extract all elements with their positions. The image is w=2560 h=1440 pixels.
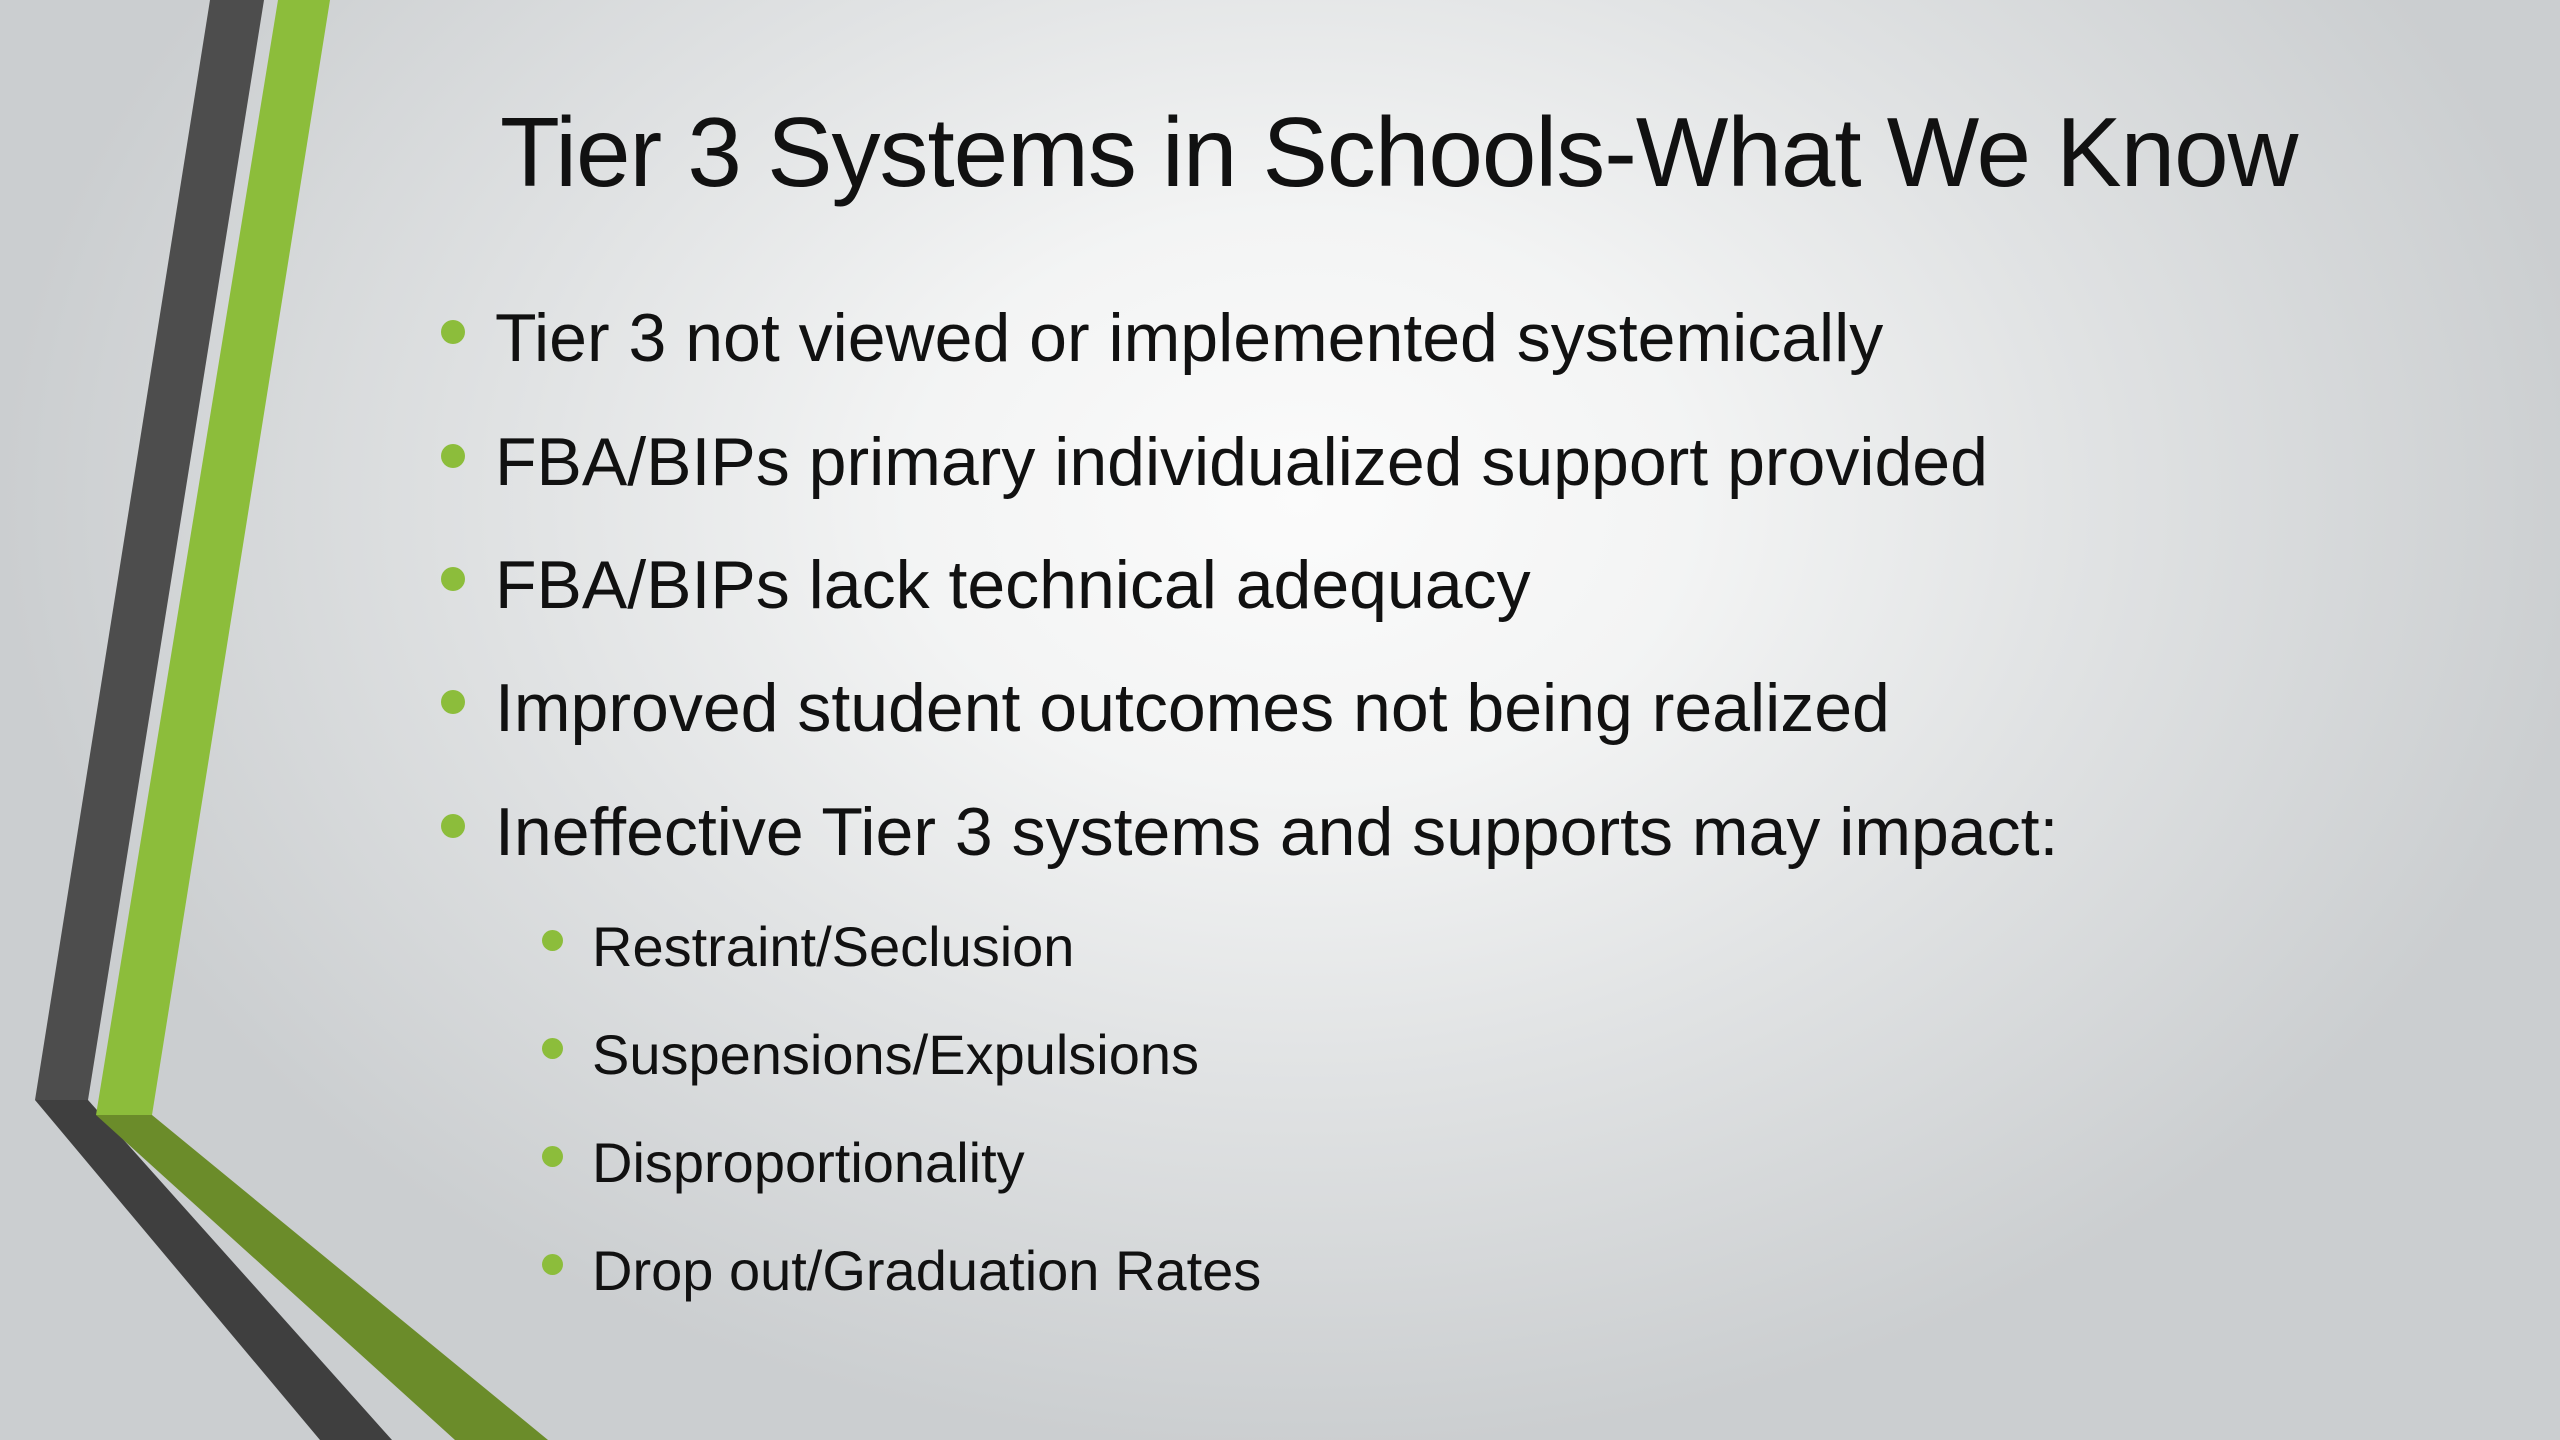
sub-bullet-item xyxy=(592,1020,1199,1090)
sub-bullet-item xyxy=(592,1236,1261,1306)
bullet-text: FBA/BIPs primary individualized support provided xyxy=(495,424,1988,500)
sub-bullet-text: Disproportionality xyxy=(592,1131,1025,1194)
bullet-dot-icon xyxy=(542,930,563,951)
bullet-item xyxy=(495,792,2058,872)
sub-bullet-text: Restraint/Seclusion xyxy=(592,915,1075,978)
sub-bullet-item xyxy=(592,912,1074,982)
bullet-item xyxy=(495,422,1988,502)
bullet-dot-icon xyxy=(542,1038,563,1059)
bullet-item xyxy=(495,545,1531,625)
bullet-dot-icon xyxy=(441,444,465,468)
bullet-dot-icon xyxy=(441,320,465,344)
bullet-text: Tier 3 not viewed or implemented systemically xyxy=(495,300,1884,376)
bullet-text: FBA/BIPs lack technical adequacy xyxy=(495,547,1531,623)
slide-title: Tier 3 Systems in Schools-What We Know xyxy=(500,97,2298,207)
sub-bullet-item xyxy=(592,1128,1025,1198)
bullet-item xyxy=(495,668,1890,748)
bullet-item xyxy=(495,298,1883,378)
bullet-dot-icon xyxy=(542,1146,563,1167)
sub-bullet-text: Suspensions/Expulsions xyxy=(592,1023,1200,1086)
bullet-dot-icon xyxy=(441,567,465,591)
bullet-text: Improved student outcomes not being realized xyxy=(495,670,1890,746)
bullet-dot-icon xyxy=(441,690,465,714)
bullet-dot-icon xyxy=(542,1254,563,1275)
bullet-text: Ineffective Tier 3 systems and supports may impact: xyxy=(495,794,2059,870)
bullet-dot-icon xyxy=(441,814,465,838)
sub-bullet-text: Drop out/Graduation Rates xyxy=(592,1239,1262,1302)
